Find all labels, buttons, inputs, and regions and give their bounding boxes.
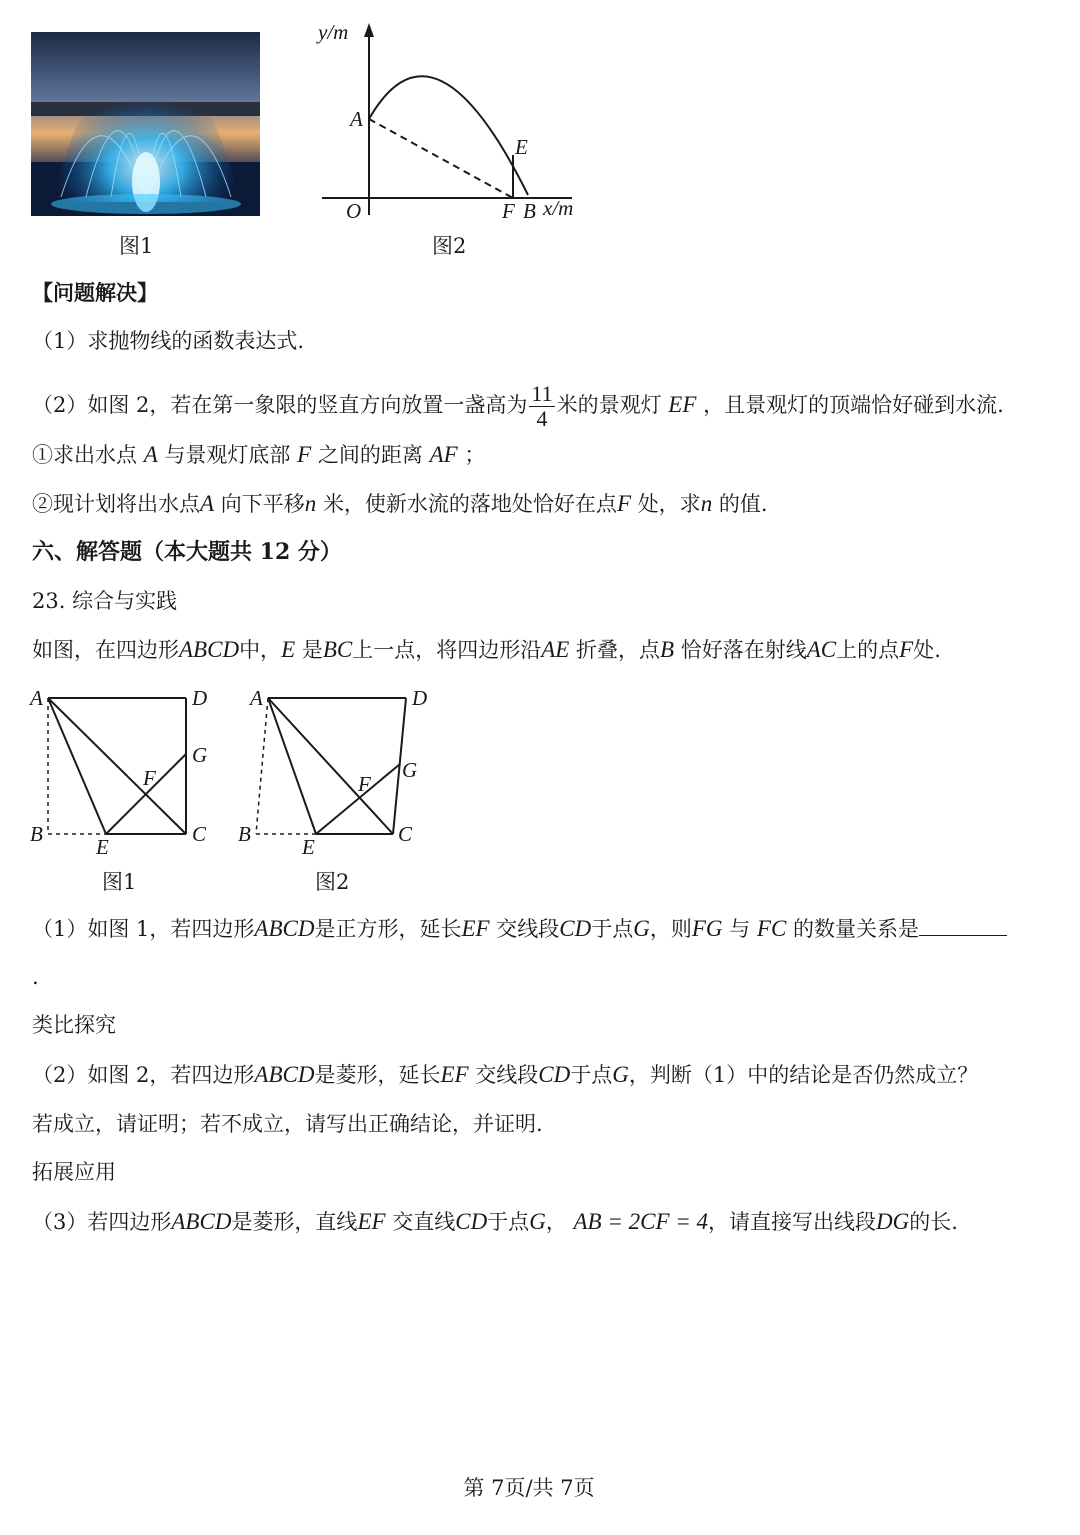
label-O: O bbox=[346, 199, 362, 223]
parabola-figure bbox=[310, 15, 600, 230]
p2-text: 于点 bbox=[570, 1063, 613, 1087]
question-23-part-1 bbox=[32, 913, 1007, 944]
geometry-figure-2-caption: 图2 bbox=[315, 870, 350, 894]
answer-blank[interactable] bbox=[919, 913, 1007, 936]
p3-text: 于点 bbox=[487, 1210, 530, 1234]
page-footer: 第 7页/共 7页 bbox=[463, 1476, 595, 1500]
label-B: B bbox=[238, 822, 251, 846]
q2-post: ，且景观灯的顶端恰好碰到水流. bbox=[703, 393, 1004, 417]
analogy-heading: 类比探究 bbox=[32, 1013, 116, 1037]
label-E: E bbox=[515, 135, 528, 159]
label-G: G bbox=[402, 758, 418, 782]
question-2-part-a bbox=[32, 440, 485, 470]
intro-var: ABCD bbox=[179, 637, 240, 662]
label-D: D bbox=[412, 686, 428, 710]
q2-var-EF: EF bbox=[668, 392, 697, 417]
p1-var: FG bbox=[691, 916, 723, 941]
label-B: B bbox=[523, 199, 536, 223]
label-C: C bbox=[398, 822, 413, 846]
label-F: F bbox=[502, 199, 515, 223]
p2-text: ，判断（1）中的结论是否仍然成立？ bbox=[628, 1063, 979, 1087]
p2-text: 交线段 bbox=[475, 1063, 539, 1087]
label-F: F bbox=[358, 772, 371, 796]
q2a-var: F bbox=[297, 442, 312, 467]
intro-text: 如图，在四边形 bbox=[32, 638, 179, 662]
q2b-text: ②现计划将出水点 bbox=[32, 492, 200, 516]
y-axis-arrow bbox=[364, 23, 374, 37]
p3-var: DG bbox=[876, 1209, 910, 1234]
p2-var: G bbox=[612, 1062, 629, 1087]
geometry-figure-1 bbox=[28, 684, 228, 854]
intro-var: E bbox=[281, 637, 296, 662]
intro-var: AC bbox=[806, 637, 837, 662]
p3-equation: AB = 2CF = 4 bbox=[573, 1209, 709, 1234]
section-6-title: 六、解答题（本大题共 12 分） bbox=[32, 539, 342, 565]
q2a-var: AF bbox=[429, 442, 458, 467]
p1-text: 与 bbox=[729, 917, 751, 941]
intro-text: 中， bbox=[239, 638, 282, 662]
intro-text: 处. bbox=[913, 638, 941, 662]
question-23-part-2-line-2: 若成立，请证明；若不成立，请写出正确结论，并证明. bbox=[32, 1112, 543, 1136]
question-2-part-b bbox=[32, 489, 768, 519]
label-D: D bbox=[192, 686, 208, 710]
question-23-intro bbox=[32, 635, 941, 665]
figure1-caption: 图1 bbox=[119, 234, 154, 258]
label-C: C bbox=[192, 822, 207, 846]
q2a-text: ； bbox=[464, 443, 486, 467]
label-A: A bbox=[250, 686, 263, 710]
label-F: F bbox=[143, 766, 156, 790]
p1-text: 于点 bbox=[591, 917, 634, 941]
question-23-title: 23. 综合与实践 bbox=[32, 589, 178, 613]
q2b-var: n bbox=[700, 491, 713, 516]
p1-text: 交线段 bbox=[496, 917, 560, 941]
intro-text: 恰好落在射线 bbox=[680, 638, 807, 662]
label-G: G bbox=[192, 743, 208, 767]
question-23-part-3 bbox=[32, 1207, 958, 1237]
intro-text: 上一点，将四边形沿 bbox=[352, 638, 542, 662]
q2b-var: n bbox=[304, 491, 317, 516]
geometry-figure-1-caption: 图1 bbox=[102, 870, 137, 894]
q2b-text: 向下平移 bbox=[220, 492, 305, 516]
label-E: E bbox=[302, 835, 315, 854]
question-23-part-2 bbox=[32, 1060, 978, 1090]
fraction-numerator: 11 bbox=[531, 381, 553, 406]
q2a-text: 之间的距离 bbox=[317, 443, 423, 467]
intro-var: F bbox=[899, 637, 914, 662]
p3-text: ，请直接写出线段 bbox=[708, 1210, 877, 1234]
label-A: A bbox=[30, 686, 43, 710]
question-1: （1）求抛物线的函数表达式. bbox=[32, 329, 305, 353]
figure2-caption: 图2 bbox=[432, 234, 467, 258]
q2b-var: A bbox=[200, 491, 215, 516]
part-1-period: . bbox=[32, 965, 39, 989]
fraction-11-over-4 bbox=[529, 383, 554, 430]
intro-var: AE bbox=[541, 637, 570, 662]
intro-var: BC bbox=[322, 637, 353, 662]
p2-var: EF bbox=[440, 1062, 469, 1087]
p3-text: ， bbox=[545, 1210, 567, 1234]
p1-text: （1）如图 1，若四边形 bbox=[32, 917, 255, 941]
label-B: B bbox=[30, 822, 43, 846]
extension-heading: 拓展应用 bbox=[32, 1160, 116, 1184]
label-A: A bbox=[350, 107, 363, 131]
q2a-text: 与景观灯底部 bbox=[164, 443, 291, 467]
label-E: E bbox=[96, 835, 109, 854]
p3-var: ABCD bbox=[171, 1209, 232, 1234]
intro-text: 上的点 bbox=[836, 638, 900, 662]
intro-text: 是 bbox=[301, 638, 323, 662]
q2-pre: （2）如图 2，若在第一象限的竖直方向放置一盏高为 bbox=[32, 393, 528, 417]
intro-var: B bbox=[660, 637, 675, 662]
p3-text: 的长. bbox=[909, 1210, 958, 1234]
p3-text: （3）若四边形 bbox=[32, 1210, 172, 1234]
section-heading-problem-solving: 【问题解决】 bbox=[32, 280, 158, 305]
q2b-text: 处，求 bbox=[637, 492, 701, 516]
fraction-denominator: 4 bbox=[536, 406, 548, 431]
p2-text: （2）如图 2，若四边形 bbox=[32, 1063, 255, 1087]
q2b-text: 米，使新水流的落地处恰好在点 bbox=[322, 492, 617, 516]
q2b-text: 的值. bbox=[718, 492, 768, 516]
q2-mid: 米的景观灯 bbox=[556, 393, 662, 417]
p3-var: G bbox=[529, 1209, 546, 1234]
q2b-var: F bbox=[616, 491, 631, 516]
q2a-var: A bbox=[143, 442, 158, 467]
label-x-axis: x/m bbox=[543, 196, 574, 220]
geometry-figure-2 bbox=[236, 684, 446, 854]
p1-text: 的数量关系是 bbox=[792, 917, 919, 941]
intro-text: 折叠，点 bbox=[576, 638, 660, 662]
p3-text: 是菱形，直线 bbox=[231, 1210, 358, 1234]
p3-var: CD bbox=[455, 1209, 488, 1234]
question-2 bbox=[32, 383, 1004, 430]
p1-var: CD bbox=[559, 916, 592, 941]
p1-var: ABCD bbox=[254, 916, 315, 941]
p1-text: 是正方形，延长 bbox=[314, 917, 462, 941]
p1-var: FC bbox=[756, 916, 787, 941]
p1-var: EF bbox=[461, 916, 490, 941]
parabola-curve bbox=[369, 76, 528, 195]
label-y-axis: y/m bbox=[318, 20, 349, 44]
p3-text: 交直线 bbox=[392, 1210, 456, 1234]
p1-var: G bbox=[633, 916, 650, 941]
q2a-text: ①求出水点 bbox=[32, 443, 137, 467]
p3-var: EF bbox=[357, 1209, 386, 1234]
p2-var: ABCD bbox=[254, 1062, 315, 1087]
p2-var: CD bbox=[538, 1062, 571, 1087]
p2-text: 是菱形，延长 bbox=[314, 1063, 441, 1087]
fountain-photo bbox=[31, 32, 260, 216]
p1-text: ，则 bbox=[649, 917, 692, 941]
